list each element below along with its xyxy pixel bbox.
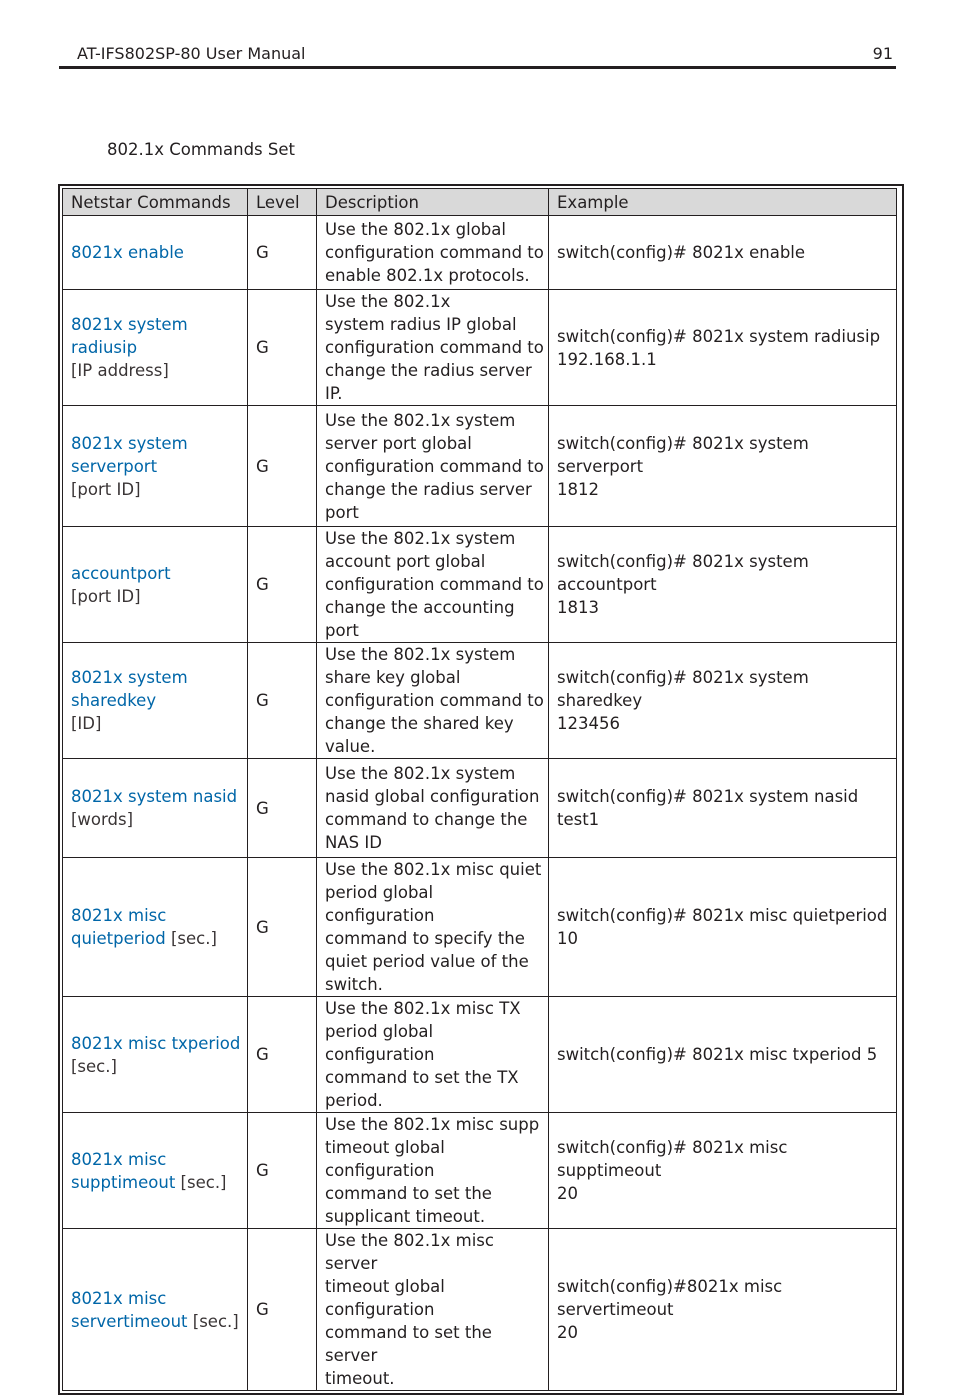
command-argument: [words] bbox=[71, 810, 134, 829]
command-link[interactable]: 8021x misc supptimeout bbox=[71, 1149, 176, 1192]
example-cell: switch(config)# 8021x misc supptimeout 20 bbox=[549, 1113, 897, 1229]
command-argument: [port ID] bbox=[71, 586, 141, 606]
level-cell: G bbox=[248, 997, 317, 1113]
table-row bbox=[63, 527, 897, 643]
section-title: 802.1x Commands Set bbox=[107, 140, 295, 159]
column-header-commands: Netstar Commands bbox=[63, 189, 248, 216]
manual-title: AT-IFS802SP-80 User Manual bbox=[77, 44, 306, 63]
example-cell: switch(config)# 8021x system sharedkey 123456 bbox=[549, 643, 897, 759]
command-cell bbox=[63, 1113, 248, 1229]
example-cell: switch(config)#8021x misc servertimeout 20 bbox=[549, 1229, 897, 1391]
example-cell: switch(config)# 8021x system nasid test1 bbox=[549, 759, 897, 858]
level-cell: G bbox=[248, 643, 317, 759]
level-cell: G bbox=[248, 858, 317, 997]
column-header-level: Level bbox=[248, 189, 317, 216]
table-row bbox=[63, 406, 897, 527]
description-cell: Use the 802.1x misc server timeout global configuration command to set the server timeout. bbox=[317, 1229, 549, 1391]
example-cell: switch(config)# 8021x system accountport 1813 bbox=[549, 527, 897, 643]
page-header bbox=[77, 43, 895, 67]
example-cell: switch(config)# 8021x system radiusip 192.168.1.1 bbox=[549, 290, 897, 406]
table-row bbox=[63, 643, 897, 759]
description-cell: Use the 802.1x system radius IP global configuration command to change the radius server IP. bbox=[317, 290, 549, 406]
header-rule bbox=[59, 66, 896, 69]
level-cell: G bbox=[248, 406, 317, 527]
description-cell: Use the 802.1x system server port global configuration command to change the radius server port bbox=[317, 406, 549, 527]
command-cell bbox=[63, 643, 248, 759]
command-argument: [sec.] bbox=[165, 929, 217, 948]
description-cell: Use the 802.1x system nasid global configuration command to change the NAS ID bbox=[317, 759, 549, 858]
table-header-row bbox=[63, 189, 897, 216]
command-link[interactable]: 8021x system radiusip bbox=[71, 315, 188, 357]
table-row bbox=[63, 997, 897, 1113]
command-link[interactable]: accountport bbox=[71, 563, 171, 583]
table-row bbox=[63, 216, 897, 290]
command-argument: [ID] bbox=[71, 714, 102, 733]
level-cell: G bbox=[248, 527, 317, 643]
description-cell: Use the 802.1x misc TX period global configuration command to set the TX period. bbox=[317, 997, 549, 1113]
page-number: 91 bbox=[872, 44, 893, 63]
example-cell: switch(config)# 8021x system serverport 1812 bbox=[549, 406, 897, 527]
command-cell bbox=[63, 858, 248, 997]
command-argument: [IP address] bbox=[71, 361, 169, 380]
command-argument: [sec.] bbox=[71, 1056, 117, 1076]
command-argument: [sec.] bbox=[187, 1311, 239, 1331]
commands-table-frame bbox=[58, 184, 904, 1395]
command-argument: [sec.] bbox=[175, 1172, 227, 1192]
command-cell bbox=[63, 759, 248, 858]
commands-table bbox=[62, 188, 897, 1391]
description-cell: Use the 802.1x misc supp timeout global configuration command to set the supplicant timeout. bbox=[317, 1113, 549, 1229]
table-row bbox=[63, 858, 897, 997]
command-link[interactable]: 8021x system nasid bbox=[71, 787, 238, 806]
table-row bbox=[63, 290, 897, 406]
description-cell: Use the 802.1x system account port global configuration command to change the accounting port bbox=[317, 527, 549, 643]
command-cell bbox=[63, 406, 248, 527]
level-cell: G bbox=[248, 1229, 317, 1391]
command-cell bbox=[63, 216, 248, 290]
command-link[interactable]: 8021x misc quietperiod bbox=[71, 906, 167, 948]
level-cell: G bbox=[248, 290, 317, 406]
table-row bbox=[63, 1229, 897, 1391]
command-cell bbox=[63, 1229, 248, 1391]
command-argument: [port ID] bbox=[71, 479, 141, 499]
example-cell: switch(config)# 8021x misc quietperiod 10 bbox=[549, 858, 897, 997]
command-link[interactable]: 8021x system sharedkey bbox=[71, 668, 188, 710]
command-link[interactable]: 8021x misc txperiod bbox=[71, 1033, 241, 1053]
level-cell: G bbox=[248, 1113, 317, 1229]
command-link[interactable]: 8021x system serverport bbox=[71, 433, 188, 476]
description-cell: Use the 802.1x global configuration command to enable 802.1x protocols. bbox=[317, 216, 549, 290]
table-row bbox=[63, 759, 897, 858]
example-cell: switch(config)# 8021x misc txperiod 5 bbox=[549, 997, 897, 1113]
column-header-description: Description bbox=[317, 189, 549, 216]
column-header-example: Example bbox=[549, 189, 897, 216]
level-cell: G bbox=[248, 759, 317, 858]
level-cell: G bbox=[248, 216, 317, 290]
description-cell: Use the 802.1x misc quiet period global configuration command to specify the quiet period value of the switch. bbox=[317, 858, 549, 997]
command-link[interactable]: 8021x misc servertimeout bbox=[71, 1288, 188, 1331]
example-cell: switch(config)# 8021x enable bbox=[549, 216, 897, 290]
command-cell bbox=[63, 290, 248, 406]
command-cell bbox=[63, 527, 248, 643]
command-link[interactable]: 8021x enable bbox=[71, 243, 184, 262]
table-row bbox=[63, 1113, 897, 1229]
command-cell bbox=[63, 997, 248, 1113]
description-cell: Use the 802.1x system share key global configuration command to change the shared key value. bbox=[317, 643, 549, 759]
